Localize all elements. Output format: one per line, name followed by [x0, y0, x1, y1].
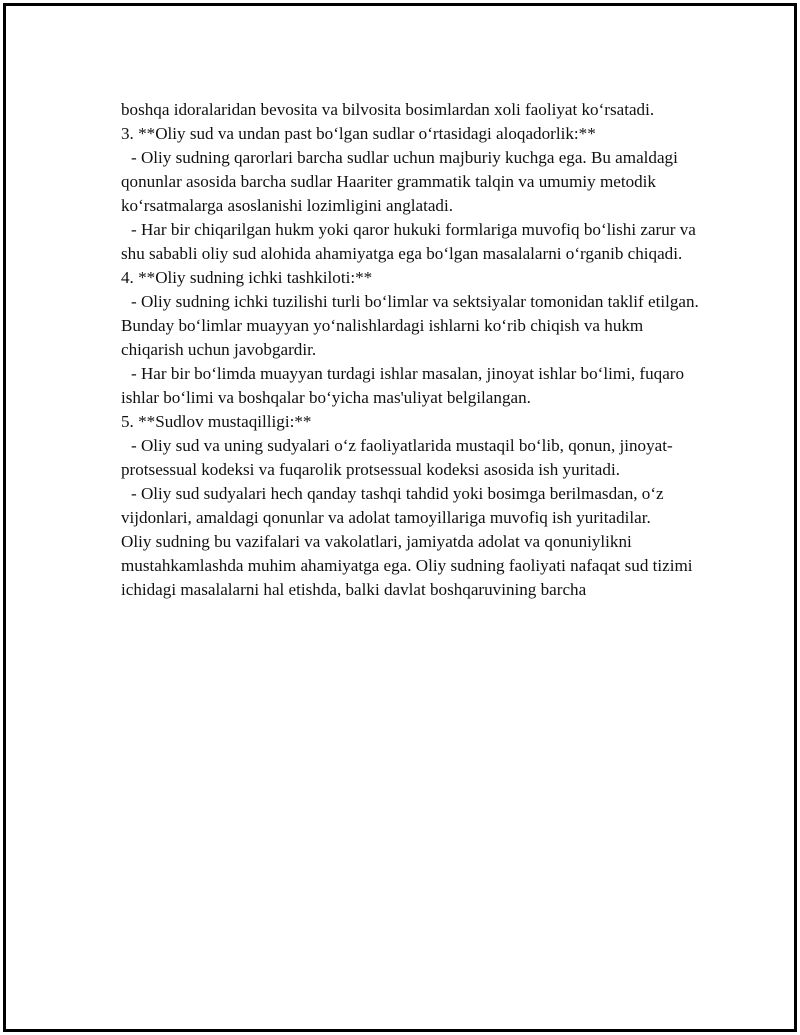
bullet-paragraph: - Oliy sud va uning sudyalari o‘z faoliyatlarida mustaqil bo‘lib, qonun, jinoyat-protsessual kodeksi va fuqarolik protsessual kodeksi asosida ish yuritadi.	[121, 436, 673, 479]
bullet-paragraph: - Har bir bo‘limda muayyan turdagi ishlar masalan, jinoyat ishlar bo‘limi, fuqaro ishlar bo‘limi va boshqalar bo‘yicha mas'uliyat belgilangan.	[121, 364, 685, 407]
bullet-paragraph: - Oliy sud sudyalari hech qanday tashqi tahdid yoki bosimga berilmasdan, o‘z vijdonlari, amaldagi qonunlar va adolat tamoyillariga muvofiq ish yuritadilar.	[121, 484, 664, 527]
section-heading-3: 3. **Oliy sud va undan past bo‘lgan sudlar o‘rtasidagi aloqadorlik:**	[121, 124, 596, 143]
closing-paragraph: Oliy sudning bu vazifalari va vakolatlari, jamiyatda adolat va qonuniylikni mustahkamlashda muhim ahamiyatga ega. Oliy sudning faoliyati nafaqat sud tizimi ichidagi masalalarni hal etishda, balki davlat boshqaruvining barcha	[121, 532, 693, 599]
document-body	[121, 98, 701, 602]
section-heading-5: 5. **Sudlov mustaqilligi:**	[121, 412, 312, 431]
bullet-paragraph: - Oliy sudning ichki tuzilishi turli bo‘limlar va sektsiyalar tomonidan taklif etilgan. Bunday bo‘limlar muayyan yo‘nalishlardagi ishlarni ko‘rib chiqish va hukm chiqarish uchun javobgardir.	[121, 292, 699, 359]
bullet-paragraph: - Oliy sudning qarorlari barcha sudlar uchun majburiy kuchga ega. Bu amaldagi qonunlar asosida barcha sudlar Haariter grammatik talqin va umumiy metodik ko‘rsatmalarga asoslanishi lozimligini anglatadi.	[121, 148, 678, 215]
paragraph-continuation: boshqa idoralaridan bevosita va bilvosita bosimlardan xoli faoliyat ko‘rsatadi.	[121, 100, 655, 119]
section-heading-4: 4. **Oliy sudning ichki tashkiloti:**	[121, 268, 373, 287]
page-frame	[3, 3, 797, 1032]
bullet-paragraph: - Har bir chiqarilgan hukm yoki qaror hukuki formlariga muvofiq bo‘lishi zarur va shu sababli oliy sud alohida ahamiyatga ega bo‘lgan masalalarni o‘rganib chiqadi.	[121, 220, 696, 263]
